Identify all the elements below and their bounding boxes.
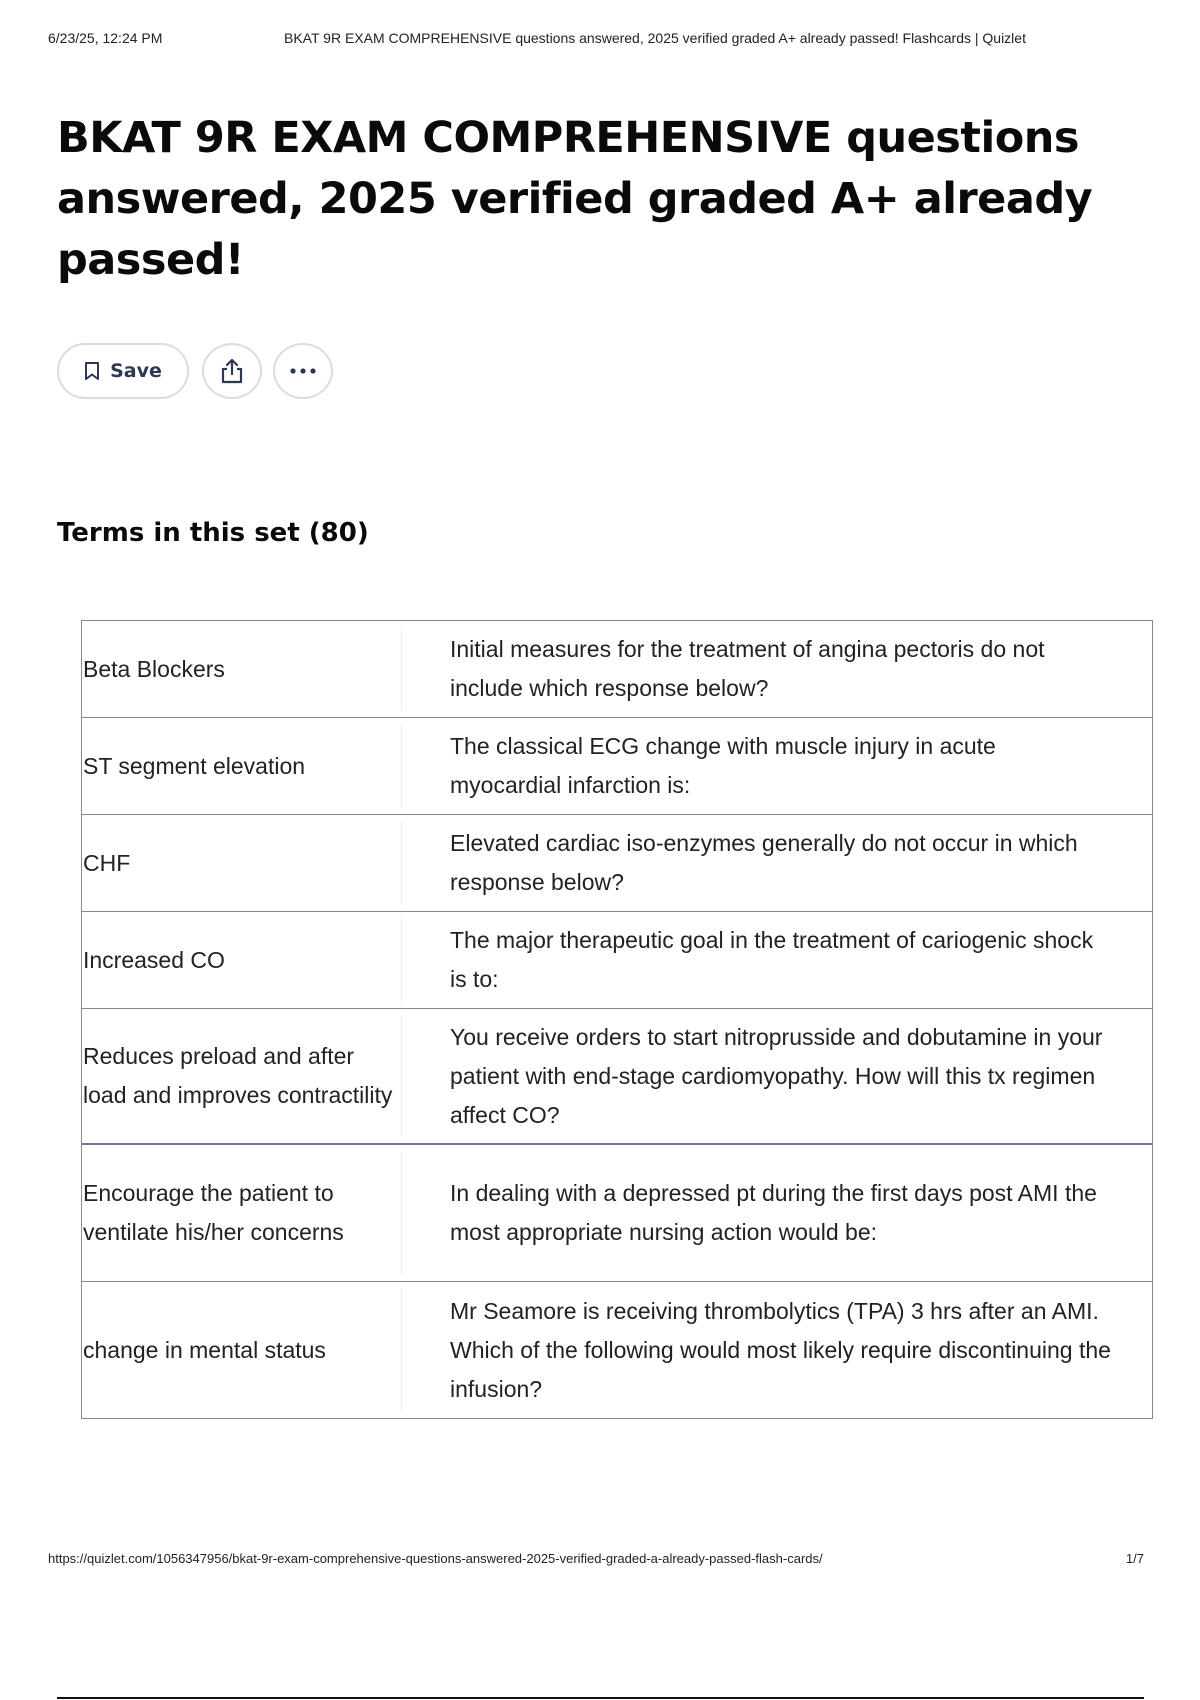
share-button[interactable] <box>202 343 262 399</box>
table-row[interactable] <box>82 815 1152 912</box>
table-row[interactable] <box>82 1009 1152 1145</box>
more-horizontal-icon <box>289 367 317 375</box>
save-button[interactable] <box>57 343 189 399</box>
print-url: https://quizlet.com/1056347956/bkat-9r-exam-comprehensive-questions-answered-2025-verified-graded-a-already-passed-flash-cards/ <box>48 1551 823 1566</box>
bookmark-icon <box>84 361 100 381</box>
definition-cell: The major therapeutic goal in the treatment of cariogenic shock is to: <box>450 927 1094 992</box>
table-row[interactable] <box>82 1145 1152 1282</box>
term-cell: Beta Blockers <box>82 621 402 717</box>
print-footer <box>48 1551 1152 1571</box>
page-divider <box>57 1697 1144 1699</box>
term-cell: Encourage the patient to ventilate his/her concerns <box>82 1145 402 1281</box>
definition-cell: Initial measures for the treatment of angina pectoris do not include which response below? <box>450 636 1045 701</box>
terms-heading: Terms in this set (80) <box>57 518 369 548</box>
terms-table <box>81 620 1153 1419</box>
print-date: 6/23/25, 12:24 PM <box>48 30 163 46</box>
term-cell: ST segment elevation <box>82 718 402 814</box>
table-row[interactable] <box>82 621 1152 718</box>
table-row[interactable] <box>82 912 1152 1009</box>
term-cell: Reduces preload and after load and improves contractility <box>82 1009 402 1143</box>
definition-cell: Mr Seamore is receiving thrombolytics (TPA) 3 hrs after an AMI. Which of the following would most likely require discontinuing the infusion? <box>450 1297 1111 1402</box>
definition-cell: You receive orders to start nitroprusside and dobutamine in your patient with end-stage cardiomyopathy. How will this tx regimen affect CO? <box>450 1023 1103 1128</box>
print-header <box>48 30 1152 50</box>
page-number: 1/7 <box>1125 1551 1144 1566</box>
definition-cell: Elevated cardiac iso-enzymes generally do not occur in which response below? <box>450 830 1078 895</box>
print-document-title: BKAT 9R EXAM COMPREHENSIVE questions answered, 2025 verified graded A+ already passed! Flashcards | Quizlet <box>284 30 1026 46</box>
more-options-button[interactable] <box>273 343 333 399</box>
term-cell: CHF <box>82 815 402 911</box>
term-cell: change in mental status <box>82 1282 402 1418</box>
table-row[interactable] <box>82 718 1152 815</box>
table-row[interactable] <box>82 1282 1152 1418</box>
save-button-label: Save <box>110 360 162 382</box>
term-cell: Increased CO <box>82 912 402 1008</box>
share-icon <box>219 357 245 385</box>
definition-cell: In dealing with a depressed pt during the first days post AMI the most appropriate nursing action would be: <box>450 1180 1097 1245</box>
page-title: BKAT 9R EXAM COMPREHENSIVE questions answered, 2025 verified graded A+ already passed! <box>57 113 1093 285</box>
definition-cell: The classical ECG change with muscle injury in acute myocardial infarction is: <box>450 733 996 798</box>
